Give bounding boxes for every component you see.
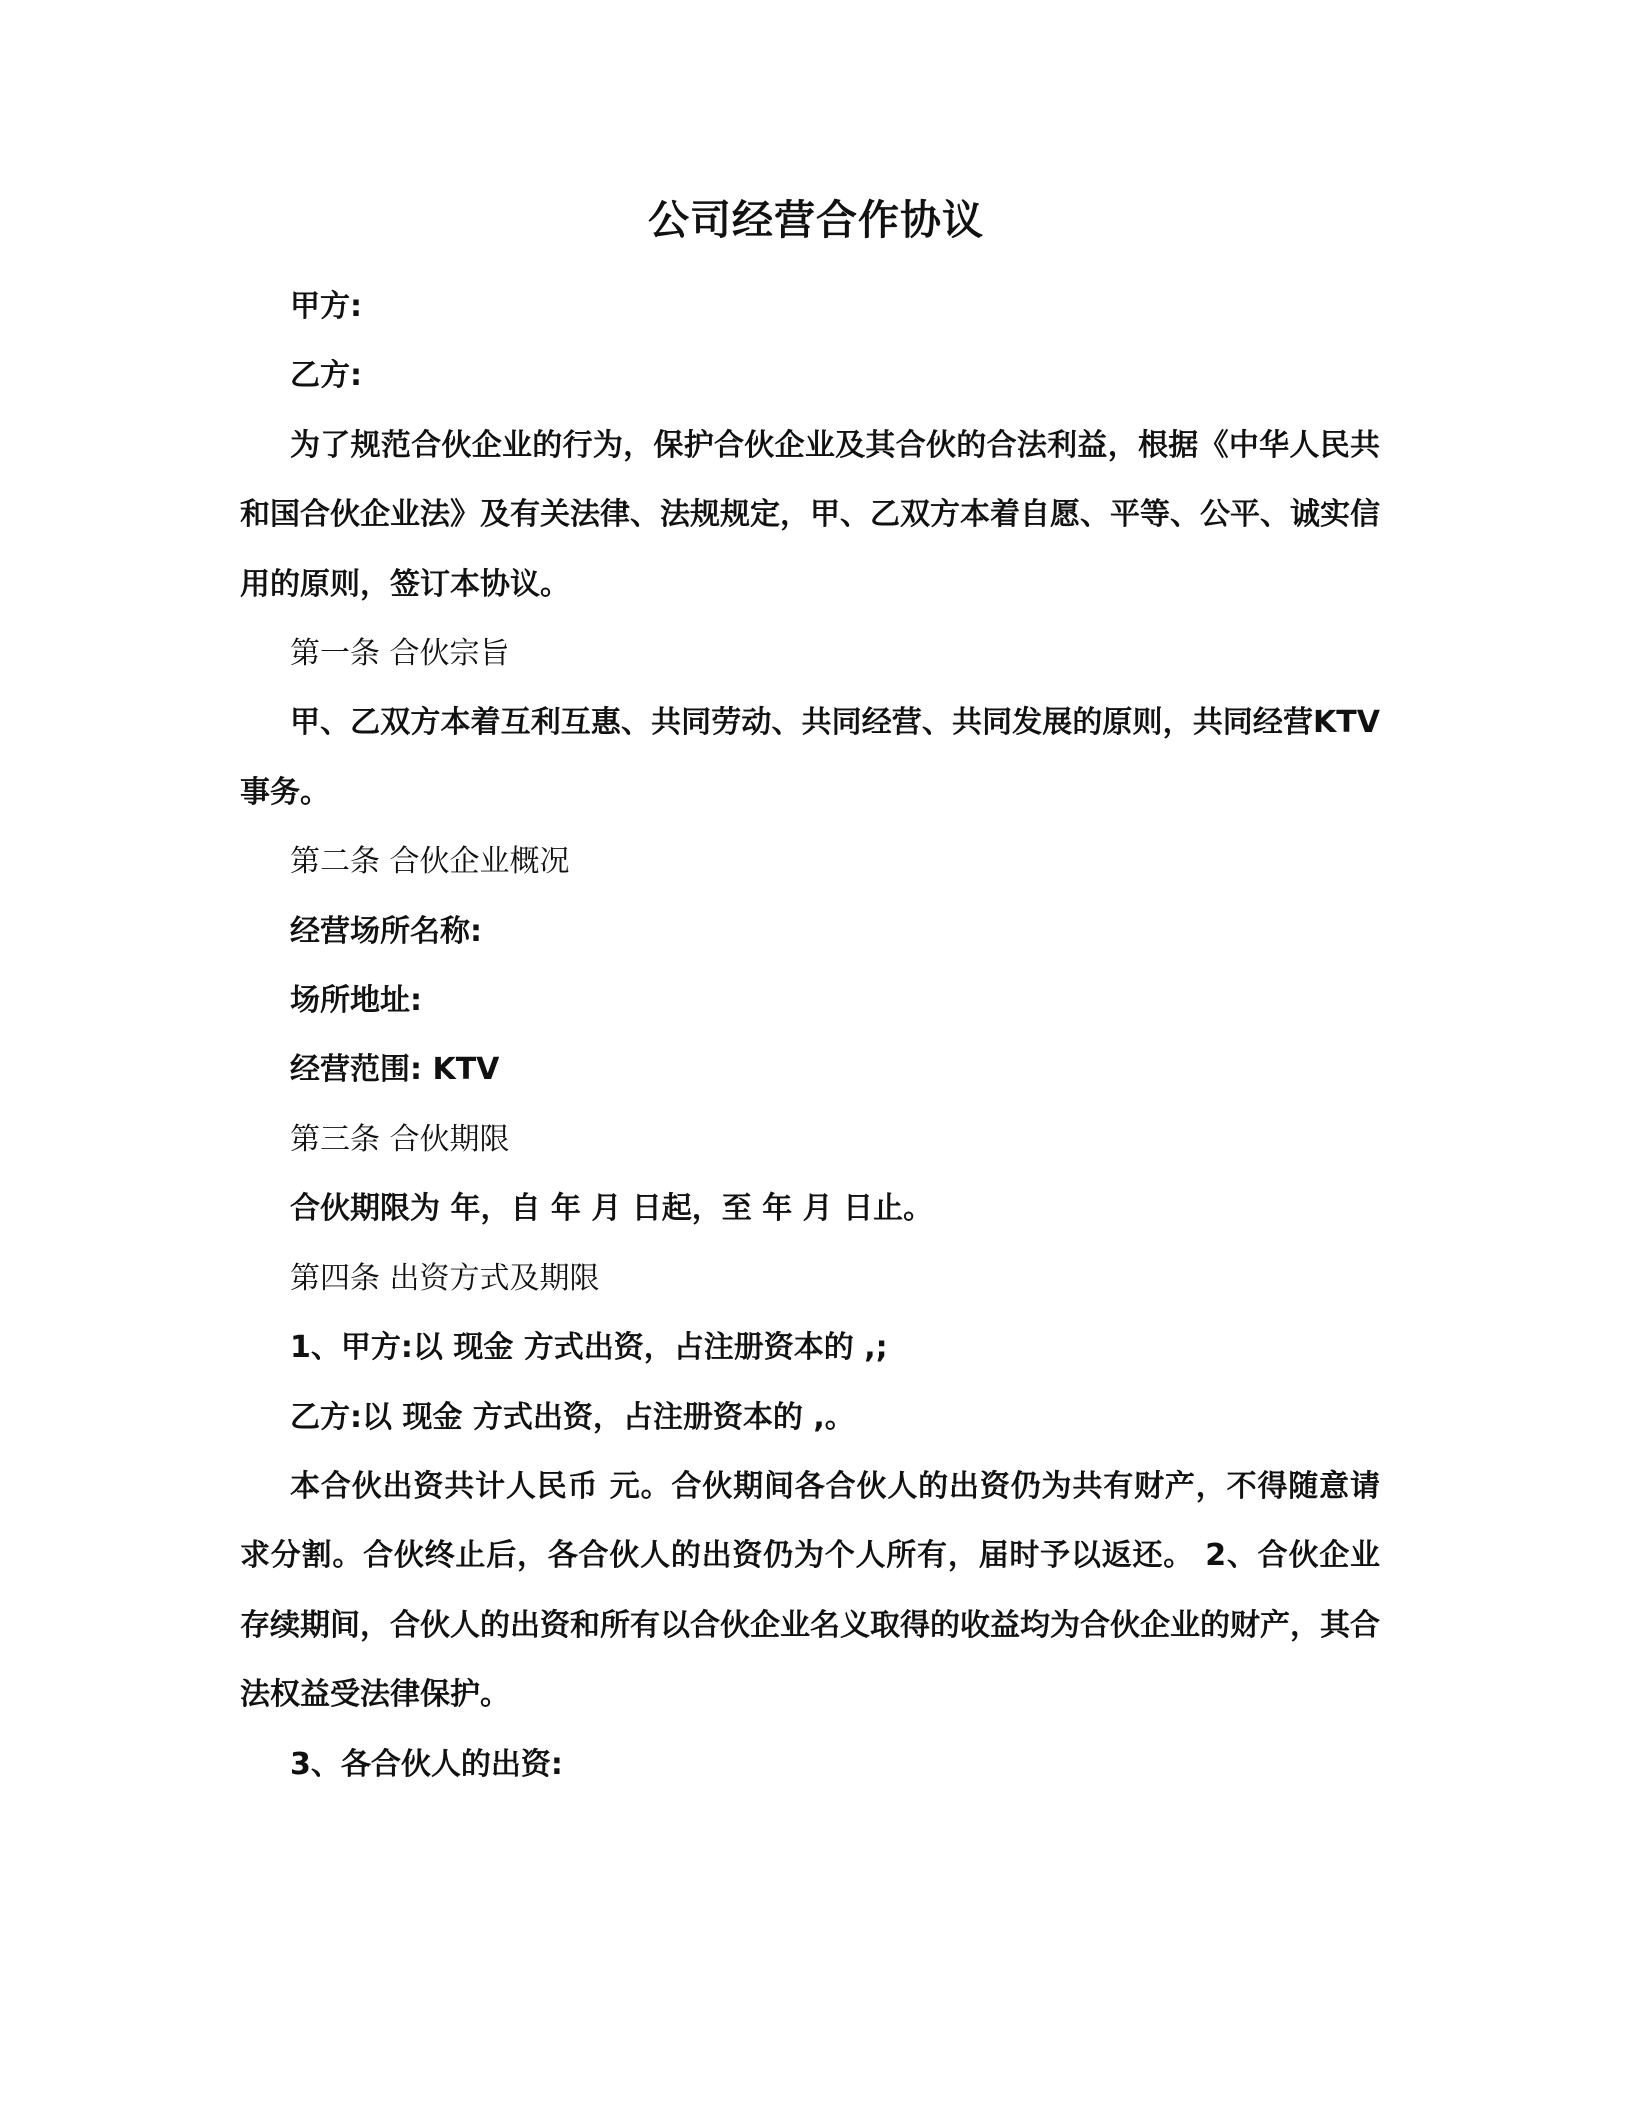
document-title: 公司经营合作协议 — [648, 196, 984, 244]
article-4-heading: 第四条 出资方式及期限 — [290, 1260, 600, 1296]
total-contribution-paragraph: 本合伙出资共计人民币 元。合伙期间各合伙人的出资仍为共有财产，不得随意请求分割。合伙终止后，各合伙人的出资仍为个人所有，届时予以返还。 2、合伙企业存续期间，合伙人的出资和所有以合伙企业名义取得的收益均为合伙企业的财产，其合法权益受法律保护。 — [240, 1468, 1380, 1713]
article-3-heading: 第三条 合伙期限 — [290, 1121, 510, 1157]
article-2-heading: 第二条 合伙企业概况 — [290, 844, 570, 880]
partnership-term-line: 合伙期限为 年，自 年 月 日起，至 年 月 日止。 — [290, 1191, 934, 1227]
article-1-paragraph: 甲、乙双方本着互利互惠、共同劳动、共同经营、共同发展的原则，共同经营KTV 事务。 — [240, 705, 1380, 810]
party-a-contribution-line: 1、甲方:以 现金 方式出资，占注册资本的 ,; — [290, 1330, 888, 1366]
document-body — [240, 272, 1380, 1799]
party-b-line: 乙方: — [290, 358, 362, 394]
party-b-contribution-line: 乙方:以 现金 方式出资，占注册资本的 ,。 — [290, 1399, 855, 1435]
business-scope-line: 经营范围: KTV — [290, 1052, 500, 1088]
article-1-heading: 第一条 合伙宗旨 — [290, 636, 510, 672]
party-a-line: 甲方: — [290, 289, 362, 324]
business-address-line: 场所地址: — [290, 983, 422, 1019]
preamble-paragraph: 为了规范合伙企业的行为，保护合伙企业及其合伙的合法利益，根据《中华人民共和国合伙企业法》及有关法律、法规规定，甲、乙双方本着自愿、平等、公平、诚实信用的原则，签订本协议。 — [240, 427, 1380, 602]
business-place-name-line: 经营场所名称: — [290, 913, 482, 949]
partner-contributions-line: 3、各合伙人的出资: — [290, 1746, 563, 1782]
